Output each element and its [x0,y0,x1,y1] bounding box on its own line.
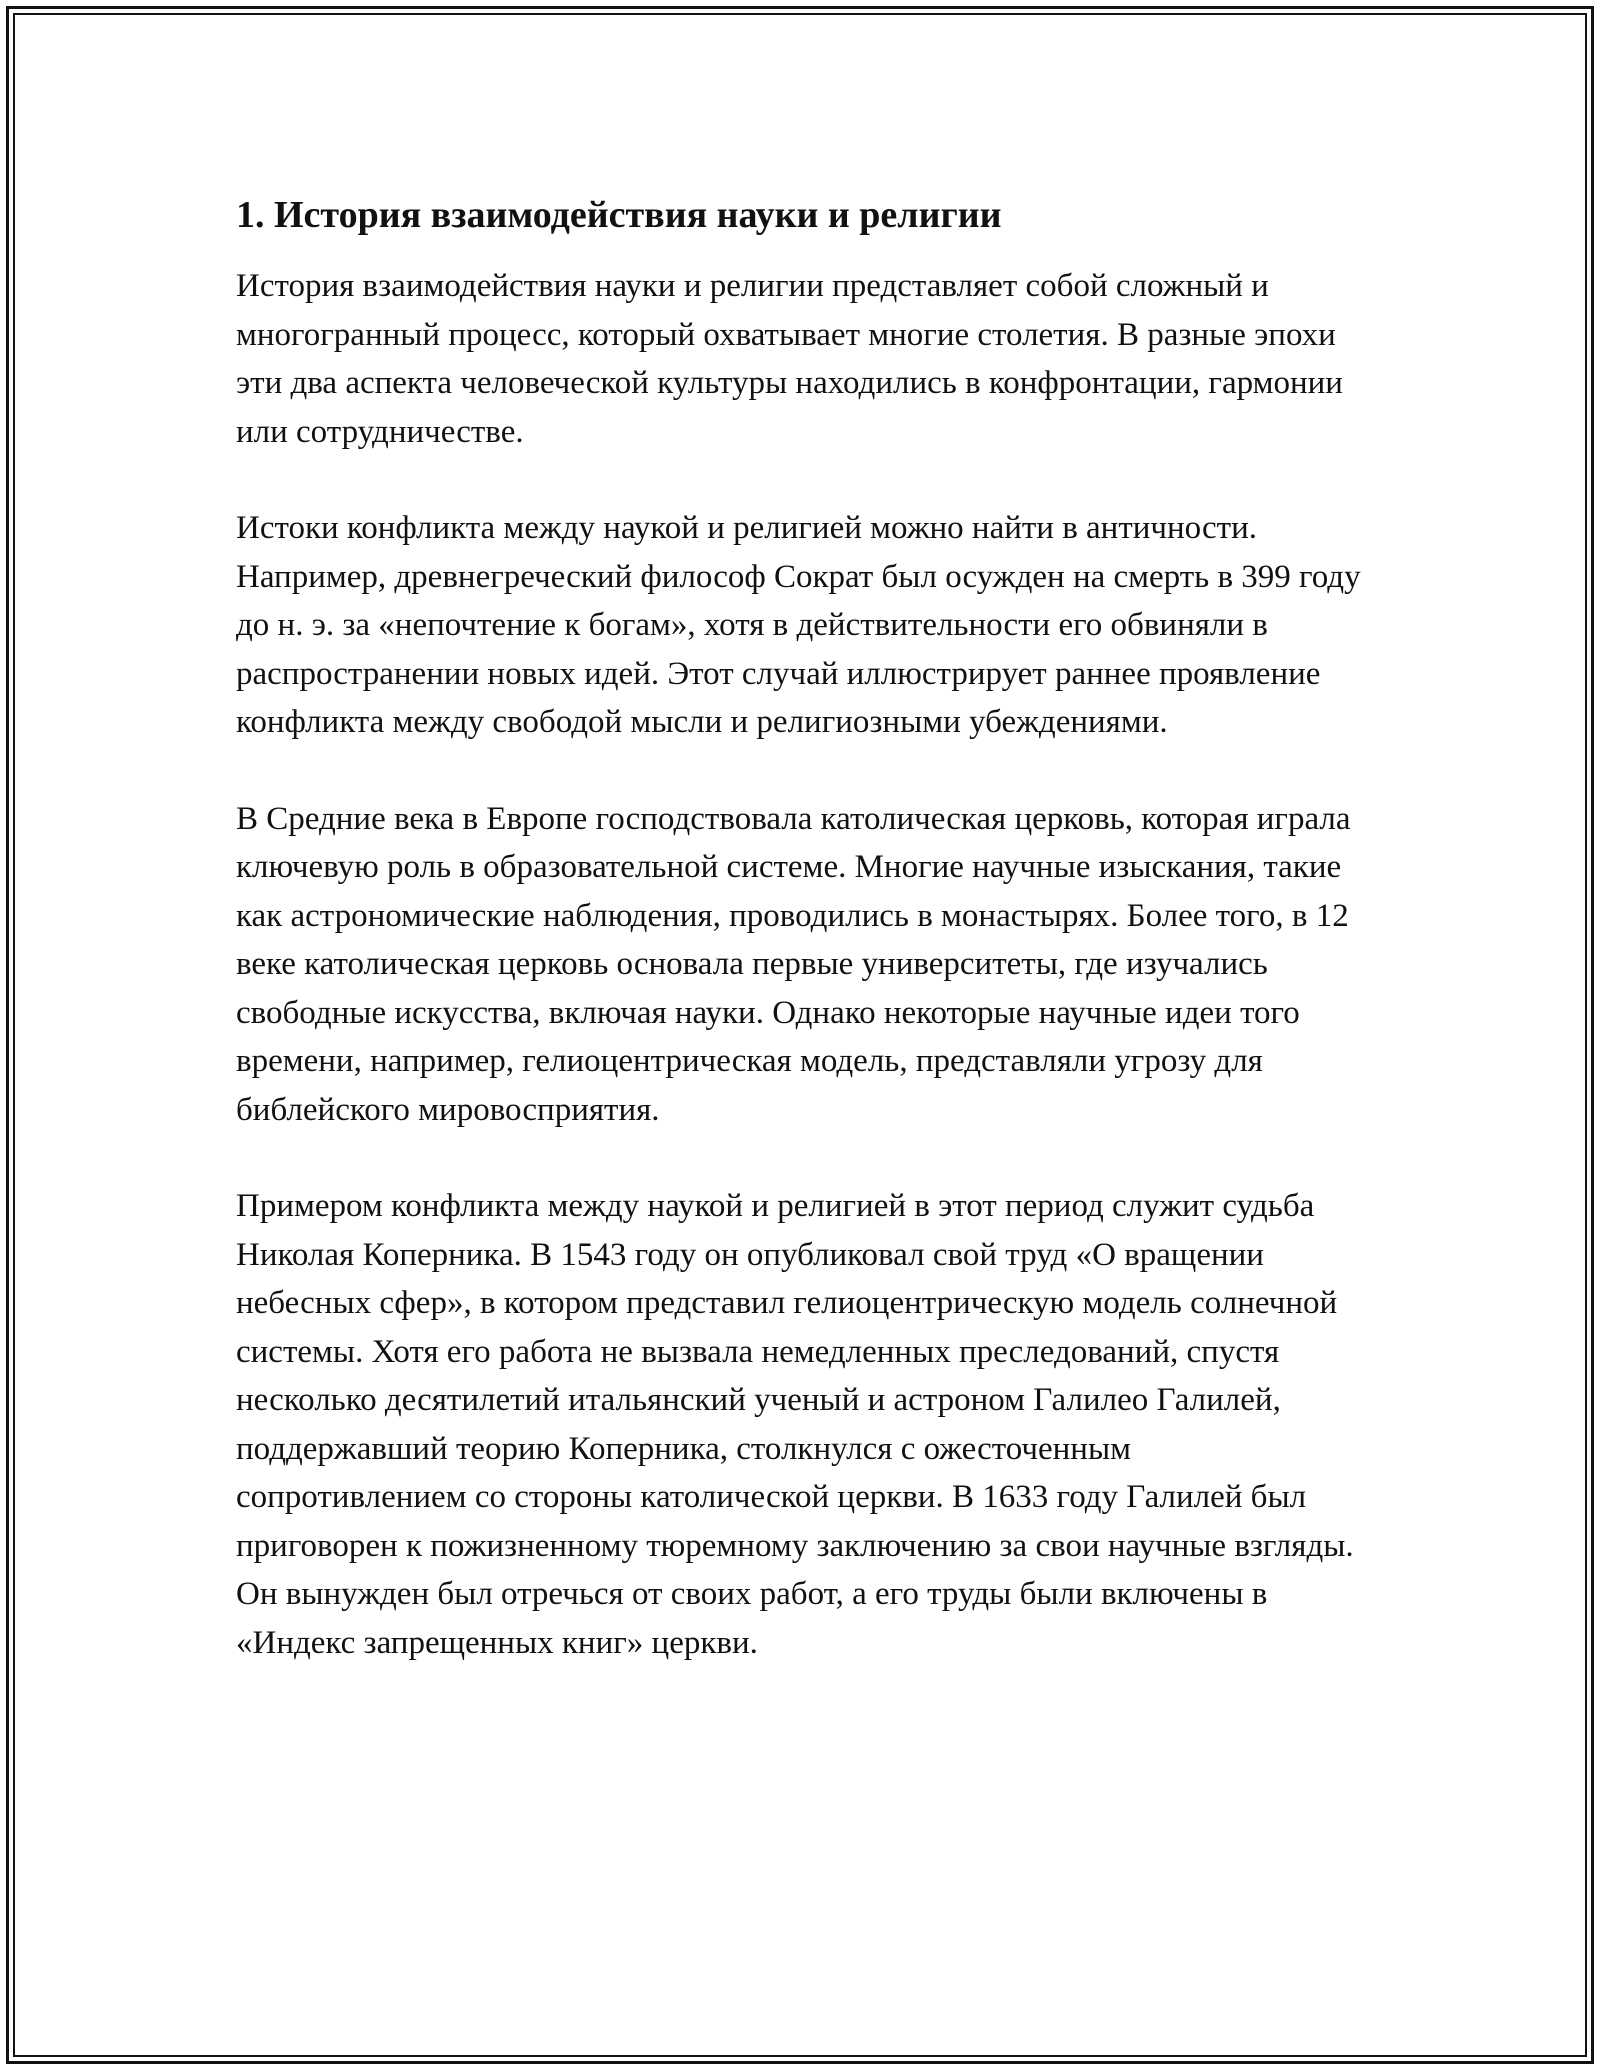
paragraph-copernicus-galileo: Примером конфликта между наукой и религией в этот период служит судьба Николая Коперника. В 1543 году он опубликовал свой труд «О вращении небесных сфер», в котором представил гелиоцентрическую модель солнечной системы. Хотя его работа не вызвала немедленных преследований, спустя несколько десятилетий итальянский ученый и астроном Галилео Галилей, поддержавший теорию Коперника, столкнулся с ожесточенным сопротивлением со стороны католической церкви. В 1633 году Галилей был приговорен к пожизненному тюремному заключению за свои научные взгляды. Он вынужден был отречься от своих работ, а его труды были включены в «Индекс запрещенных книг» церкви. [236,1188,1354,1661]
section-heading: 1. История взаимодействия науки и религии [236,194,1002,236]
paragraph-middle-ages: В Средние века в Европе господствовала католическая церковь, которая играла ключевую роль в образовательной системе. Многие научные изыскания, такие как астрономические наблюдения, проводились в монастырях. Более того, в 12 веке католическая церковь основала первые университеты, где изучались свободные искусства, включая науки. Однако некоторые научные идеи того времени, например, гелиоцентрическая модель, представляли угрозу для библейского мировосприятия. [236,800,1351,1128]
paragraph-intro: История взаимодействия науки и религии представляет собой сложный и многогранный процесс, который охватывает многие столетия. В разные эпохи эти два аспекта человеческой культуры находились в конфронтации, гармонии или сотрудничестве. [236,268,1343,450]
paragraph-antiquity: Истоки конфликта между наукой и религией можно найти в античности. Например, древнегреческий философ Сократ был осужден на смерть в 399 году до н. э. за «непочтение к богам», хотя в действительности его обвиняли в распространении новых идей. Этот случай иллюстрирует раннее проявление конфликта между свободой мысли и религиозными убеждениями. [236,510,1361,740]
document-body [236,190,1366,1715]
